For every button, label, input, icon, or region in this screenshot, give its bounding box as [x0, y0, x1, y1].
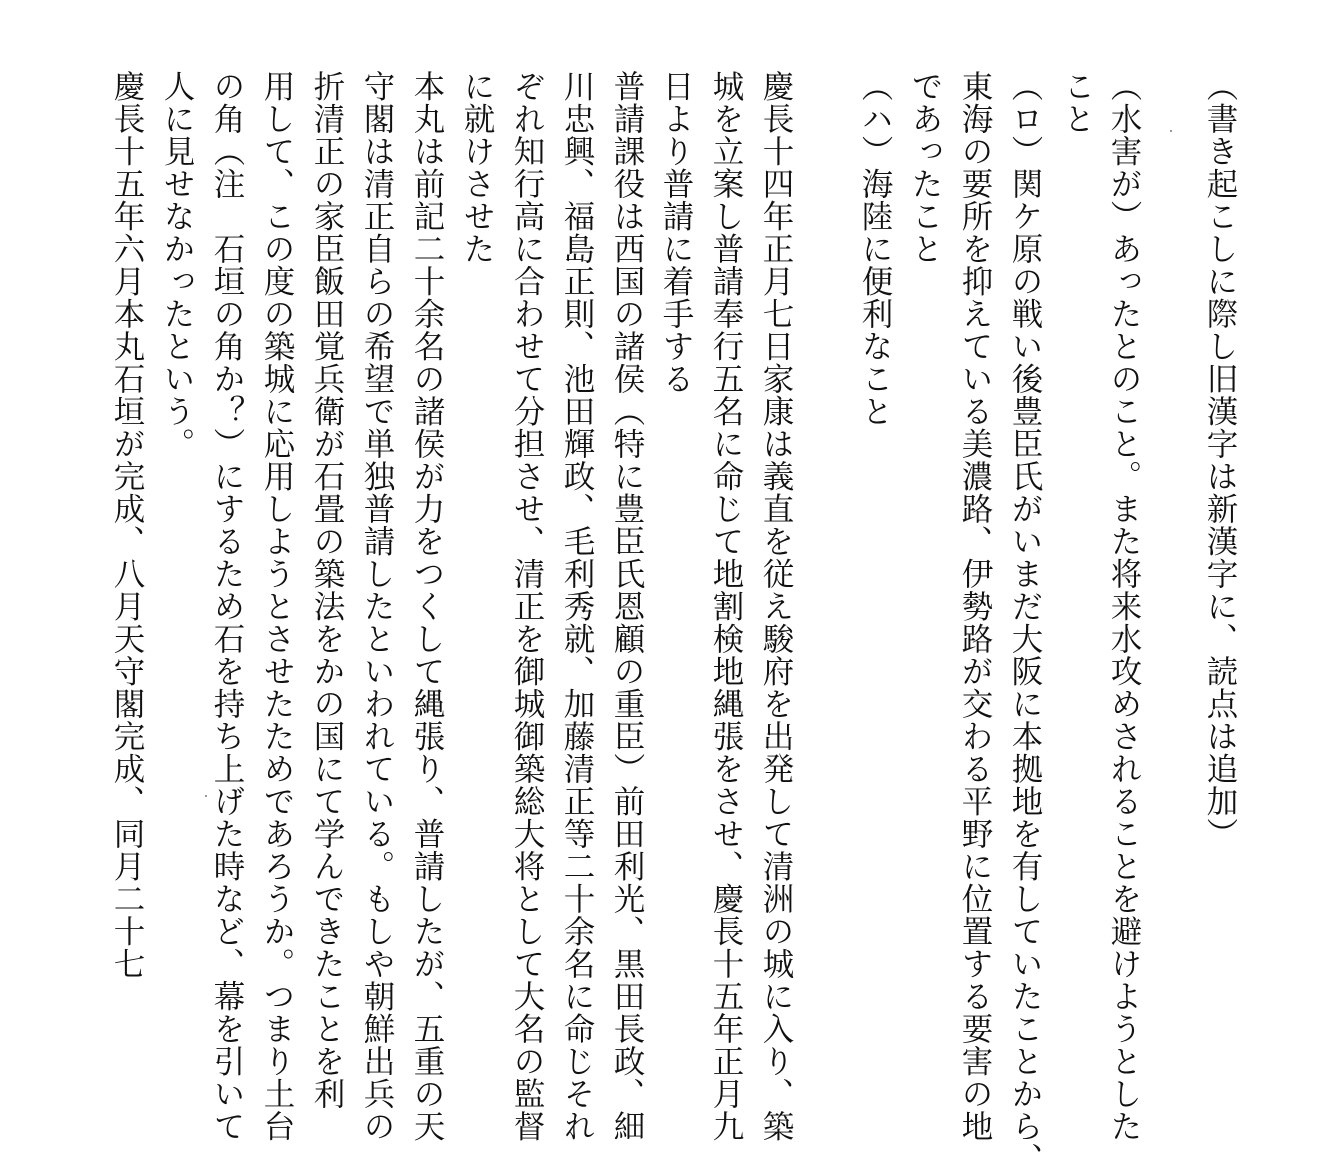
- text-column-5: 東海の要所を抑えている美濃路、伊勢路が交わる平野に位置する要害の地: [957, 70, 993, 1143]
- text-column-15: 本丸は前記二十余名の諸侯が力をつくして縄張り、普請したが、五重の天: [409, 70, 445, 1143]
- text-column-9: 城を立案し普請奉行五名に命じて地割検地縄張をさせ、慶長十五年正月九: [708, 70, 744, 1143]
- text-column-10: 日より普請に着手する: [658, 70, 694, 395]
- text-column-7: （ハ）海陸に便利なこと: [857, 70, 893, 428]
- text-column-8: 慶長十四年正月七日家康は義直を従え駿府を出発して清洲の城に入り、築: [758, 70, 794, 1143]
- text-column-12: 川忠興、福島正則、池田輝政、毛利秀就、加藤清正等二十余名に命じそれ: [559, 70, 595, 1143]
- text-column-14: に就けさせた: [459, 70, 495, 265]
- text-column-2: （水害が）あったとのこと。また将来水攻めされることを避けようとした: [1106, 70, 1142, 1143]
- text-column-11: 普請課役は西国の諸侯（特に豊臣氏恩顧の重臣）前田利光、黒田長政、細: [609, 70, 645, 1143]
- text-column-13: ぞれ知行高に合わせて分担させ、清正を御城御築総大将として大名の監督: [509, 70, 545, 1143]
- text-column-20: 人に見せなかったという。: [159, 70, 195, 460]
- text-column-6: であったこと: [907, 70, 943, 265]
- text-column-17: 折清正の家臣飯田覚兵衛が石畳の築法をかの国にて学んできたことを利: [309, 70, 345, 1110]
- text-column-1: （書き起こしに際し旧漢字は新漢字に、読点は追加）: [1202, 70, 1238, 850]
- scan-speck: [1170, 130, 1172, 132]
- text-column-16: 守閣は清正自らの希望で単独普請したといわれている。もしや朝鮮出兵の: [359, 70, 395, 1143]
- text-column-3: こと: [1059, 70, 1095, 135]
- scan-speck: [205, 795, 207, 797]
- text-column-18: 用して、この度の築城に応用しようとさせたためであろうか。つまり土台: [259, 70, 295, 1143]
- text-column-4: （ロ）関ケ原の戦い後豊臣氏がいまだ大阪に本拠地を有していたことから、: [1007, 70, 1043, 1175]
- text-column-21: 慶長十五年六月本丸石垣が完成、八月天守閣完成、同月二十七: [109, 70, 145, 980]
- text-column-19: の角（注 石垣の角か？）にするため石を持ち上げた時など、幕を引いて: [209, 70, 245, 1143]
